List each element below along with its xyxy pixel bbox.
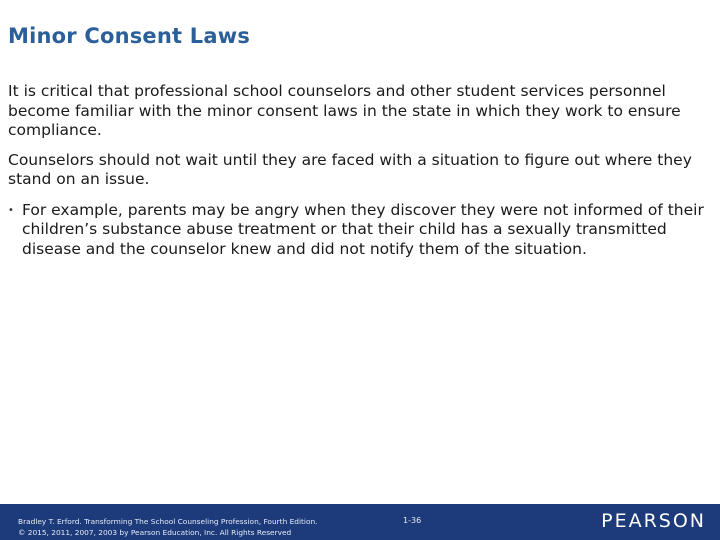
footer-bar bbox=[0, 504, 720, 540]
pearson-logo: PEARSON bbox=[601, 510, 706, 532]
bullet-text: For example, parents may be angry when they discover they were not informed of their children’s substance abuse treatment or that their child has a sexually transmitted disease and the counselor knew and did not notify them of the situation. bbox=[22, 200, 704, 258]
citation bbox=[18, 516, 318, 538]
bullet-dot-icon: • bbox=[8, 204, 14, 216]
slide-content bbox=[8, 82, 708, 259]
citation-line-1: Bradley T. Erford. Transforming The School Counseling Profession, Fourth Edition. bbox=[18, 517, 318, 526]
citation-line-2: © 2015, 2011, 2007, 2003 by Pearson Education, Inc. All Rights Reserved bbox=[18, 528, 292, 537]
paragraph-2: Counselors should not wait until they are faced with a situation to figure out where they stand on an issue. bbox=[8, 150, 692, 188]
page-number: 1-36 bbox=[403, 516, 422, 525]
slide-title: Minor Consent Laws bbox=[8, 24, 251, 48]
paragraph-1: It is critical that professional school counselors and other student services personnel become familiar with the minor consent laws in the state in which they work to ensure compliance. bbox=[8, 82, 681, 139]
bullet-item bbox=[8, 201, 708, 260]
